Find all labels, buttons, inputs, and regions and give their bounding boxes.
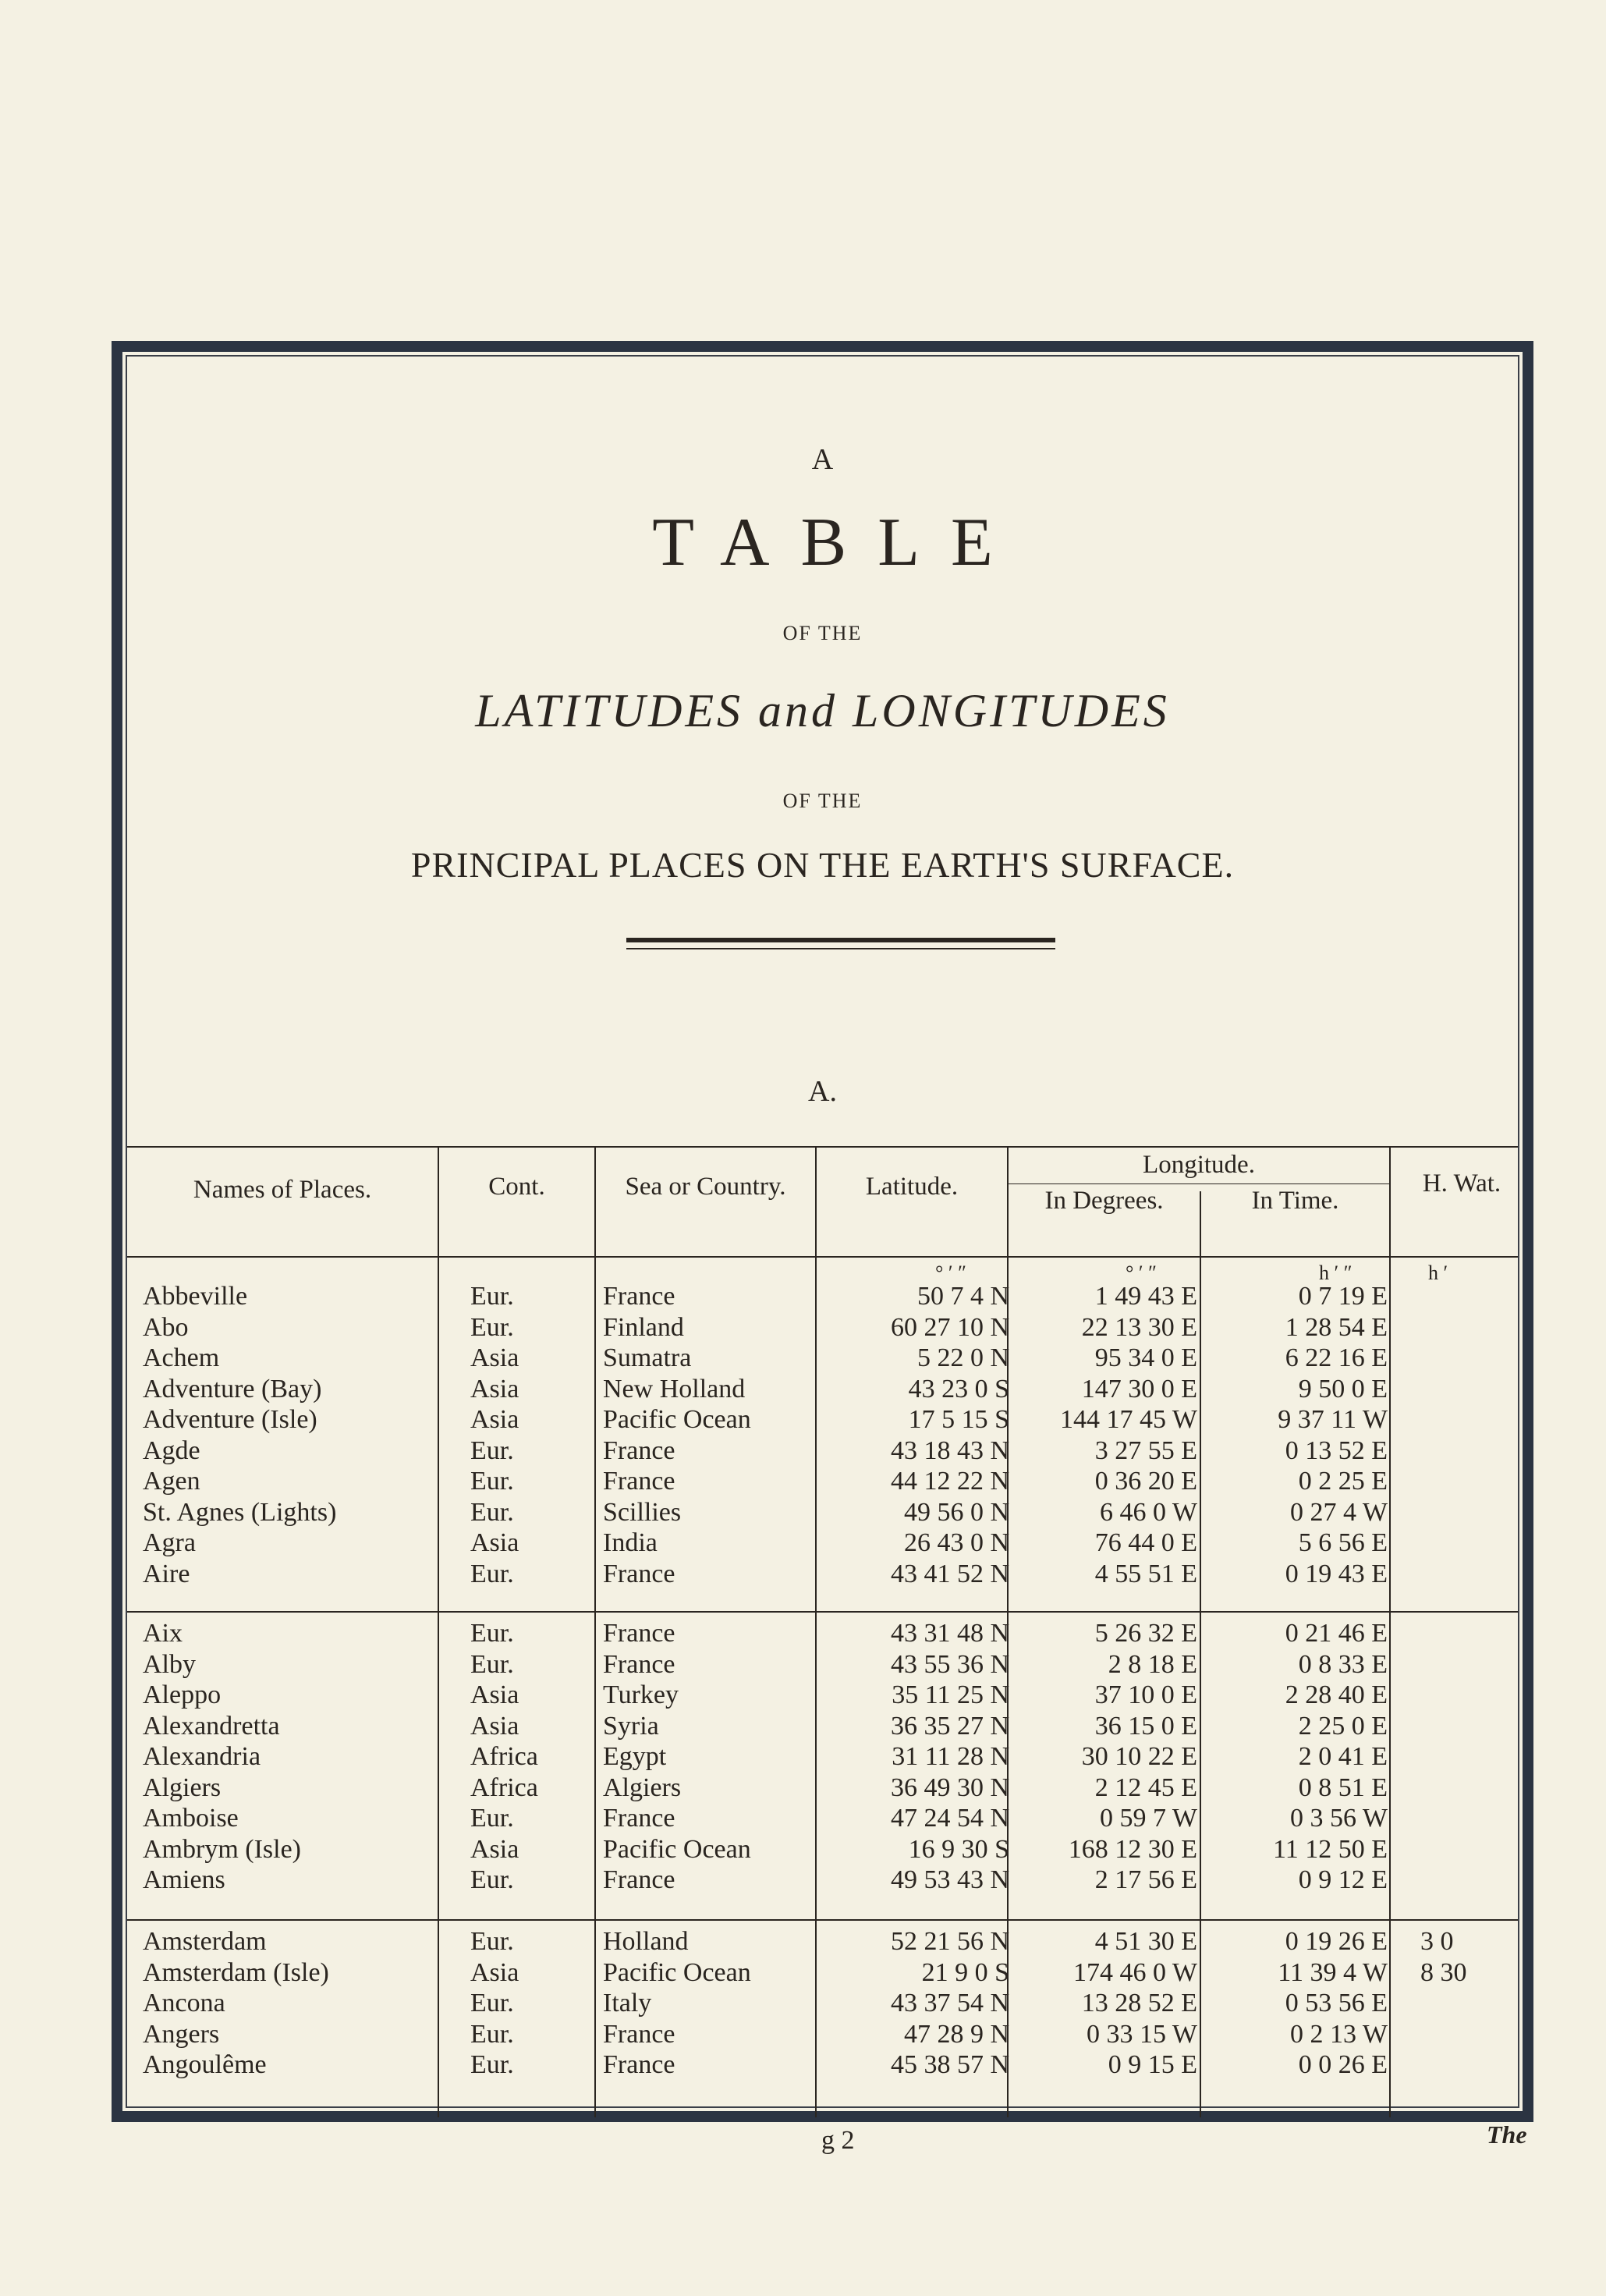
latitude: 47 24 54 N xyxy=(890,1804,1009,1833)
place-name: Alexandria xyxy=(143,1742,261,1771)
longitude-time: 11 12 50 E xyxy=(1272,1834,1388,1864)
table-row xyxy=(127,1619,1518,1649)
units-longitude: ° ′ ″ xyxy=(1126,1262,1157,1284)
inner-frame xyxy=(126,355,1519,2108)
place-name: Ambrym (Isle) xyxy=(143,1834,302,1864)
sea-or-country: Sumatra xyxy=(603,1343,692,1372)
section-letter: A. xyxy=(808,1075,837,1108)
table-row xyxy=(127,1927,1518,1957)
longitude-time: 1 28 54 E xyxy=(1285,1312,1388,1342)
latitude: 49 53 43 N xyxy=(890,1865,1009,1894)
longitude-degrees: 13 28 52 E xyxy=(1081,1989,1197,2017)
header-in-time: In Time. xyxy=(1251,1187,1339,1215)
sea-or-country: France xyxy=(603,1467,675,1496)
continent: Eur. xyxy=(470,1282,514,1311)
group-rule-2 xyxy=(127,1919,1518,1921)
longitude-time: 9 50 0 E xyxy=(1298,1374,1388,1404)
longitude-degrees: 0 9 15 E xyxy=(1108,2050,1197,2079)
longitude-time: 0 2 25 E xyxy=(1298,1467,1388,1496)
table-row xyxy=(127,1804,1518,1834)
latitude: 45 38 57 N xyxy=(890,2050,1009,2079)
sea-or-country: Scillies xyxy=(603,1497,682,1527)
sea-or-country: France xyxy=(603,1282,675,1311)
latitude: 43 31 48 N xyxy=(890,1619,1009,1648)
latitude: 31 11 28 N xyxy=(892,1742,1009,1771)
table-row xyxy=(127,1650,1518,1680)
longitude-time: 0 7 19 E xyxy=(1298,1282,1388,1311)
sea-or-country: France xyxy=(603,1559,675,1588)
sea-or-country: Egypt xyxy=(603,1742,667,1771)
latitude: 26 43 0 N xyxy=(903,1528,1009,1557)
group-rule-1 xyxy=(127,1611,1518,1613)
continent: Asia xyxy=(470,1405,519,1434)
table-row xyxy=(127,1467,1518,1497)
continent: Asia xyxy=(470,1374,519,1404)
longitude-time: 9 37 11 W xyxy=(1278,1405,1388,1434)
units-latitude: ° ′ ″ xyxy=(935,1262,966,1284)
longitude-degrees: 0 33 15 W xyxy=(1087,2019,1197,2049)
signature-mark: g 2 xyxy=(821,2126,855,2155)
header-bottom-rule xyxy=(127,1256,1518,1258)
title-of-the-2: OF THE xyxy=(782,790,863,812)
title-principal-places: PRINCIPAL PLACES ON THE EARTH'S SURFACE. xyxy=(410,845,1235,885)
continent: Africa xyxy=(470,1742,538,1771)
table-row xyxy=(127,1773,1518,1804)
place-name: Agra xyxy=(143,1528,196,1557)
continent: Eur. xyxy=(470,1804,514,1833)
longitude-time: 0 9 12 E xyxy=(1298,1865,1388,1894)
continent: Asia xyxy=(470,1834,519,1864)
latitude: 43 37 54 N xyxy=(890,1989,1009,2017)
table-row xyxy=(127,1528,1518,1559)
longitude-degrees: 174 46 0 W xyxy=(1073,1957,1197,1987)
longitude-time: 0 27 4 W xyxy=(1290,1497,1388,1527)
longitude-time: 0 13 52 E xyxy=(1285,1435,1388,1465)
longitude-degrees: 147 30 0 E xyxy=(1081,1374,1197,1404)
table-row xyxy=(127,1282,1518,1312)
high-water: 8 30 xyxy=(1420,1957,1467,1987)
latitude: 21 9 0 S xyxy=(921,1957,1009,1987)
longitude-degrees: 4 51 30 E xyxy=(1094,1927,1197,1956)
table-row xyxy=(127,1989,1518,2019)
table-row xyxy=(127,1712,1518,1742)
continent: Asia xyxy=(470,1711,519,1741)
place-name: Angers xyxy=(143,2019,220,2049)
sea-or-country: New Holland xyxy=(603,1374,746,1404)
longitude-degrees: 22 13 30 E xyxy=(1081,1312,1197,1342)
table-row xyxy=(127,2050,1518,2081)
longitude-time: 5 6 56 E xyxy=(1298,1528,1388,1557)
longitude-degrees: 2 12 45 E xyxy=(1094,1773,1197,1802)
longitude-rule xyxy=(1007,1183,1389,1184)
place-name: Agde xyxy=(143,1435,200,1465)
table-row xyxy=(127,1498,1518,1528)
sea-or-country: France xyxy=(603,1804,675,1833)
sea-or-country: Algiers xyxy=(603,1773,682,1802)
continent: Eur. xyxy=(470,1467,514,1496)
sea-or-country: Syria xyxy=(603,1711,659,1741)
continent: Eur. xyxy=(470,1619,514,1648)
header-h-wat: H. Wat. xyxy=(1422,1169,1501,1198)
continent: Eur. xyxy=(470,2050,514,2079)
longitude-degrees: 2 8 18 E xyxy=(1108,1649,1197,1679)
high-water: 3 0 xyxy=(1420,1927,1454,1956)
longitude-time: 0 53 56 E xyxy=(1285,1989,1388,2017)
table-row xyxy=(127,1680,1518,1711)
longitude-degrees: 5 26 32 E xyxy=(1094,1619,1197,1648)
place-name: Angoulême xyxy=(143,2050,267,2079)
sea-or-country: Italy xyxy=(603,1989,652,2017)
sea-or-country: Pacific Ocean xyxy=(603,1405,751,1434)
latitude: 50 7 4 N xyxy=(916,1282,1009,1311)
title-of-the-1: OF THE xyxy=(782,622,863,644)
sea-or-country: France xyxy=(603,2019,675,2049)
continent: Eur. xyxy=(470,1865,514,1894)
title-letter: A xyxy=(811,443,834,476)
longitude-degrees: 76 44 0 E xyxy=(1094,1528,1197,1557)
place-name: Alexandretta xyxy=(143,1711,280,1741)
place-name: Aleppo xyxy=(143,1680,222,1709)
header-longitude: Longitude. xyxy=(1143,1151,1255,1179)
continent: Asia xyxy=(470,1528,519,1557)
place-name: Ancona xyxy=(143,1989,225,2017)
longitude-degrees: 95 34 0 E xyxy=(1094,1343,1197,1372)
sea-or-country: France xyxy=(603,1435,675,1465)
sea-or-country: Finland xyxy=(603,1312,684,1342)
header-latitude: Latitude. xyxy=(865,1173,959,1201)
place-name: St. Agnes (Lights) xyxy=(143,1497,337,1527)
sea-or-country: France xyxy=(603,1865,675,1894)
table-row xyxy=(127,1343,1518,1374)
place-name: Algiers xyxy=(143,1773,222,1802)
table-row xyxy=(127,1375,1518,1405)
place-name: Aix xyxy=(143,1619,183,1648)
sea-or-country: France xyxy=(603,2050,675,2079)
continent: Eur. xyxy=(470,2019,514,2049)
place-name: Abo xyxy=(143,1312,189,1342)
table-row xyxy=(127,1958,1518,1989)
latitude: 16 9 30 S xyxy=(908,1834,1009,1864)
longitude-time: 0 3 56 W xyxy=(1290,1804,1388,1833)
latitude: 17 5 15 S xyxy=(908,1405,1009,1434)
continent: Asia xyxy=(470,1343,519,1372)
latitude: 35 11 25 N xyxy=(892,1680,1009,1709)
longitude-degrees: 6 46 0 W xyxy=(1100,1497,1197,1527)
header-in-degrees: In Degrees. xyxy=(1044,1187,1164,1215)
latitude: 60 27 10 N xyxy=(890,1312,1009,1342)
longitude-time: 0 8 33 E xyxy=(1298,1649,1388,1679)
table-row xyxy=(127,1405,1518,1435)
title-table: TABLE xyxy=(652,505,1024,580)
units-high-water: h ′ xyxy=(1428,1262,1448,1284)
latitude: 43 55 36 N xyxy=(890,1649,1009,1679)
units-time: h ′ ″ xyxy=(1319,1262,1353,1284)
place-name: Amsterdam xyxy=(143,1927,267,1956)
table-row xyxy=(127,1742,1518,1773)
continent: Eur. xyxy=(470,1989,514,2017)
title-block xyxy=(127,357,1518,1137)
place-name: Amiens xyxy=(143,1865,225,1894)
longitude-degrees: 168 12 30 E xyxy=(1068,1834,1197,1864)
continent: Africa xyxy=(470,1773,538,1802)
latitude: 44 12 22 N xyxy=(890,1467,1009,1496)
latitude: 36 49 30 N xyxy=(890,1773,1009,1802)
latitude: 49 56 0 N xyxy=(903,1497,1009,1527)
longitude-time: 0 8 51 E xyxy=(1298,1773,1388,1802)
longitude-time: 11 39 4 W xyxy=(1278,1957,1388,1987)
place-name: Agen xyxy=(143,1467,200,1496)
longitude-degrees: 2 17 56 E xyxy=(1094,1865,1197,1894)
longitude-time: 2 0 41 E xyxy=(1298,1742,1388,1771)
sea-or-country: France xyxy=(603,1649,675,1679)
sea-or-country: Pacific Ocean xyxy=(603,1834,751,1864)
longitude-time: 6 22 16 E xyxy=(1285,1343,1388,1372)
header-sea: Sea or Country. xyxy=(625,1173,786,1201)
sea-or-country: France xyxy=(603,1619,675,1648)
longitude-degrees: 1 49 43 E xyxy=(1094,1282,1197,1311)
latitude: 36 35 27 N xyxy=(890,1711,1009,1741)
place-name: Amboise xyxy=(143,1804,239,1833)
latitude: 5 22 0 N xyxy=(916,1343,1009,1372)
sea-or-country: Turkey xyxy=(603,1680,679,1709)
place-name: Abbeville xyxy=(143,1282,248,1311)
place-name: Amsterdam (Isle) xyxy=(143,1957,329,1987)
longitude-time: 2 25 0 E xyxy=(1298,1711,1388,1741)
catchword: The xyxy=(1487,2120,1527,2149)
place-name: Adventure (Bay) xyxy=(143,1374,322,1404)
longitude-degrees: 0 59 7 W xyxy=(1100,1804,1197,1833)
continent: Eur. xyxy=(470,1435,514,1465)
place-name: Achem xyxy=(143,1343,220,1372)
continent: Asia xyxy=(470,1957,519,1987)
latitude: 43 18 43 N xyxy=(890,1435,1009,1465)
latitude: 43 41 52 N xyxy=(890,1559,1009,1588)
place-name: Alby xyxy=(143,1649,196,1679)
longitude-time: 2 28 40 E xyxy=(1285,1680,1388,1709)
longitude-degrees: 3 27 55 E xyxy=(1094,1435,1197,1465)
longitude-time: 0 21 46 E xyxy=(1285,1619,1388,1648)
table-row xyxy=(127,1835,1518,1865)
longitude-time: 0 19 26 E xyxy=(1285,1927,1388,1956)
title-rule-thin xyxy=(626,948,1055,949)
continent: Eur. xyxy=(470,1559,514,1588)
table-frame xyxy=(112,341,1533,2122)
latitude: 52 21 56 N xyxy=(890,1927,1009,1956)
table-row xyxy=(127,1313,1518,1343)
longitude-degrees: 144 17 45 W xyxy=(1060,1405,1197,1434)
title-rule-thick xyxy=(626,938,1055,942)
table-row xyxy=(127,1436,1518,1467)
longitude-degrees: 37 10 0 E xyxy=(1094,1680,1197,1709)
longitude-time: 0 0 26 E xyxy=(1298,2050,1388,2079)
table-row xyxy=(127,2020,1518,2050)
places-table xyxy=(127,1146,1518,2117)
place-name: Adventure (Isle) xyxy=(143,1405,317,1434)
continent: Asia xyxy=(470,1680,519,1709)
longitude-degrees: 4 55 51 E xyxy=(1094,1559,1197,1588)
continent: Eur. xyxy=(470,1649,514,1679)
title-latitudes-longitudes: LATITUDES and LONGITUDES xyxy=(475,685,1170,736)
longitude-time: 0 19 43 E xyxy=(1285,1559,1388,1588)
header-names: Names of Places. xyxy=(193,1176,372,1204)
table-row xyxy=(127,1865,1518,1896)
latitude: 43 23 0 S xyxy=(908,1374,1009,1404)
continent: Eur. xyxy=(470,1312,514,1342)
longitude-degrees: 30 10 22 E xyxy=(1081,1742,1197,1771)
latitude: 47 28 9 N xyxy=(903,2019,1009,2049)
table-top-rule xyxy=(127,1146,1518,1148)
longitude-degrees: 0 36 20 E xyxy=(1094,1467,1197,1496)
sea-or-country: Pacific Ocean xyxy=(603,1957,751,1987)
sea-or-country: India xyxy=(603,1528,658,1557)
table-row xyxy=(127,1560,1518,1590)
header-cont: Cont. xyxy=(488,1173,545,1201)
continent: Eur. xyxy=(470,1927,514,1956)
sea-or-country: Holland xyxy=(603,1927,689,1956)
longitude-time: 0 2 13 W xyxy=(1290,2019,1388,2049)
place-name: Aire xyxy=(143,1559,190,1588)
longitude-degrees: 36 15 0 E xyxy=(1094,1711,1197,1741)
continent: Eur. xyxy=(470,1497,514,1527)
